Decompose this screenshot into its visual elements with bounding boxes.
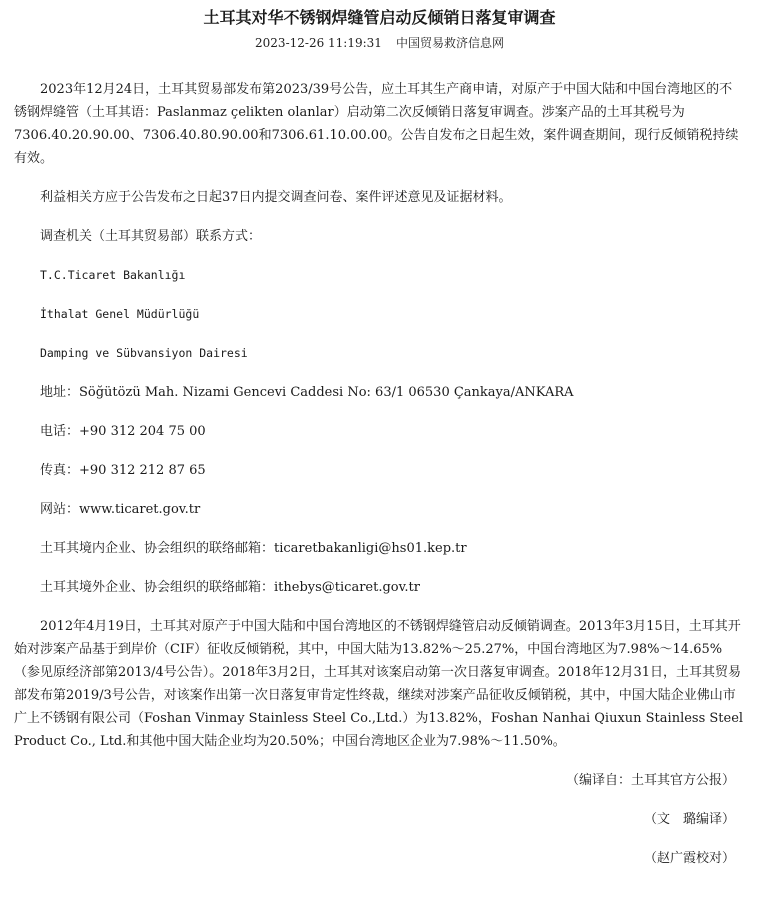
contact-fax: 传真：+90 312 212 87 65	[40, 463, 206, 478]
contact-org-ministry: T.C.Ticaret Bakanlığı	[40, 268, 186, 282]
contact-email-foreign: 土耳其境外企业、协会组织的联络邮箱：ithebys@ticaret.gov.tr	[40, 580, 420, 595]
article-source: 中国贸易救济信息网	[395, 36, 504, 50]
paragraph-case-history: 2012年4月19日，土耳其对原产于中国大陆和中国台湾地区的不锈钢焊缝管启动反倾销调查。2013年3月15日，土耳其开始对涉案产品基于到岸价（CIF）征收反倾销税，其中，中国大陆为13.82%～25.27%，中国台湾地区为7.98%～14.65%（参见原经济部第2013/4号公告）。2018年3月2日，土耳其对该案启动第一次日落复审调查。2018年12月31日，土耳其贸易部发布第2019/3号公告，对该案作出第一次日落复审肯定性终裁，继续对涉案产品征收反倾销税，其中，中国大陆企业佛山市广上不锈钢有限公司（Foshan Vinmay Stainless Steel Co.,Ltd.）为13.82%，Foshan Nanhai Qiuxun Stainless Steel Product Co., Ltd.和其他中国大陆企业均为20.50%；中国台湾地区企业为7.98%～11.50%。	[14, 619, 744, 749]
contact-address: 地址：Söğütözü Mah. Nizami Gencevi Caddesi No: 63/1 06530 Çankaya/ANKARA	[40, 385, 574, 400]
contact-website: 网站：www.ticaret.gov.tr	[40, 502, 201, 517]
footer-compiled-from: （编译自：土耳其官方公报）	[565, 773, 735, 788]
article-meta	[14, 34, 745, 52]
contact-email-domestic: 土耳其境内企业、协会组织的联络邮箱：ticaretbakanligi@hs01.kep.tr	[40, 541, 467, 556]
contact-org-department: Damping ve Sübvansiyon Dairesi	[40, 346, 248, 360]
contact-phone: 电话：+90 312 204 75 00	[40, 424, 206, 439]
contact-org-directorate: İthalat Genel Müdürlüğü	[40, 307, 200, 321]
article-title: 土耳其对华不锈钢焊缝管启动反倾销日落复审调查	[203, 8, 556, 27]
footer-proofreader: （赵广霞校对）	[643, 851, 735, 866]
paragraph-deadline: 利益相关方应于公告发布之日起37日内提交调查问卷、案件评述意见及证据材料。	[40, 190, 512, 205]
footer-translator: （文 璐编译）	[643, 812, 735, 827]
article-body	[14, 78, 745, 870]
paragraph-announcement: 2023年12月24日，土耳其贸易部发布第2023/39号公告，应土耳其生产商申请，对原产于中国大陆和中国台湾地区的不锈钢焊缝管（土耳其语：Paslanmaz çelikten olanlar）启动第二次反倾销日落复审调查。涉案产品的土耳其税号为7306.40.20.90.00、7306.40.80.90.00和7306.61.10.00.00。公告自发布之日起生效，案件调查期间，现行反倾销税持续有效。	[14, 82, 739, 166]
publish-date: 2023-12-26 11:19:31	[255, 36, 382, 50]
contact-heading: 调查机关（土耳其贸易部）联系方式：	[40, 229, 262, 244]
